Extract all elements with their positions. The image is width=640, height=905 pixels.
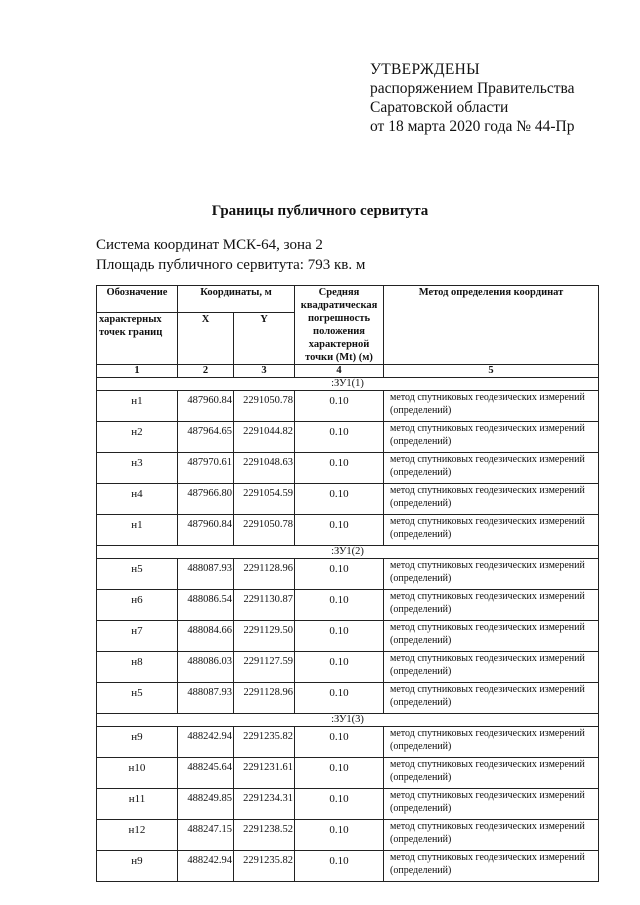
header-designation-line: точек границ — [99, 326, 163, 338]
table-row — [97, 789, 599, 820]
point-name: н10 — [97, 758, 178, 789]
coordinate-y: 2291128.96 — [234, 559, 295, 590]
column-number: 3 — [234, 365, 295, 378]
header-designation-cont — [97, 312, 178, 364]
coordinate-y: 2291235.82 — [234, 851, 295, 882]
point-method: метод спутниковых геодезических измерений (определений) — [384, 515, 599, 546]
coordinate-y: 2291050.78 — [234, 391, 295, 422]
point-error: 0.10 — [295, 683, 384, 714]
point-error: 0.10 — [295, 590, 384, 621]
point-name: н9 — [97, 851, 178, 882]
column-number: 5 — [384, 365, 599, 378]
column-number: 4 — [295, 365, 384, 378]
section-row — [97, 378, 599, 391]
coordinate-system: Система координат МСК-64, зона 2 — [96, 237, 323, 253]
coordinate-y: 2291238.52 — [234, 820, 295, 851]
coordinate-x: 487960.84 — [178, 391, 234, 422]
document-title: Границы публичного сервитута — [211, 203, 429, 219]
approval-region: Саратовской области — [370, 99, 509, 116]
coordinate-x: 488245.64 — [178, 758, 234, 789]
section-row — [97, 714, 599, 727]
point-method: метод спутниковых геодезических измерений (определений) — [384, 590, 599, 621]
approval-heading: УТВЕРЖДЕНЫ — [370, 61, 480, 78]
point-method: метод спутниковых геодезических измерений (определений) — [384, 851, 599, 882]
point-name: н6 — [97, 590, 178, 621]
point-error: 0.10 — [295, 484, 384, 515]
point-method: метод спутниковых геодезических измерений (определений) — [384, 758, 599, 789]
header-designation-line: характерных — [99, 313, 162, 325]
easement-area: Площадь публичного сервитута: 793 кв. м — [96, 256, 366, 273]
approval-authority: распоряжением Правительства — [370, 80, 575, 97]
section-row — [97, 546, 599, 559]
point-name: н3 — [97, 453, 178, 484]
point-error: 0.10 — [295, 727, 384, 758]
point-name: н1 — [97, 515, 178, 546]
point-method: метод спутниковых геодезических измерений (определений) — [384, 820, 599, 851]
table-row — [97, 559, 599, 590]
point-method: метод спутниковых геодезических измерений (определений) — [384, 789, 599, 820]
point-error: 0.10 — [295, 422, 384, 453]
table-row — [97, 683, 599, 714]
point-name: н7 — [97, 621, 178, 652]
coordinate-y: 2291128.96 — [234, 683, 295, 714]
point-method: метод спутниковых геодезических измерений (определений) — [384, 484, 599, 515]
point-error: 0.10 — [295, 559, 384, 590]
table-row — [97, 422, 599, 453]
approval-date: от 18 марта 2020 года № 44-Пр — [370, 118, 575, 135]
header-y: Y — [234, 312, 295, 364]
point-error: 0.10 — [295, 621, 384, 652]
point-name: н11 — [97, 789, 178, 820]
header-coordinates: Координаты, м — [178, 286, 295, 313]
point-name: н4 — [97, 484, 178, 515]
coordinate-x: 488087.93 — [178, 683, 234, 714]
coordinate-y: 2291048.63 — [234, 453, 295, 484]
point-method: метод спутниковых геодезических измерений (определений) — [384, 621, 599, 652]
column-number: 2 — [178, 365, 234, 378]
coordinate-y: 2291235.82 — [234, 727, 295, 758]
coordinate-y: 2291129.50 — [234, 621, 295, 652]
table-row — [97, 851, 599, 882]
coordinate-y: 2291050.78 — [234, 515, 295, 546]
document-meta — [96, 236, 365, 275]
point-error: 0.10 — [295, 391, 384, 422]
table-row — [97, 391, 599, 422]
point-error: 0.10 — [295, 851, 384, 882]
column-number: 1 — [97, 365, 178, 378]
column-number-row — [97, 365, 599, 378]
coordinate-x: 488249.85 — [178, 789, 234, 820]
section-label: :ЗУ1(2) — [97, 546, 599, 559]
coordinates-table — [96, 285, 599, 882]
header-method: Метод определения координат — [384, 286, 599, 365]
point-error: 0.10 — [295, 820, 384, 851]
table-row — [97, 758, 599, 789]
point-name: н9 — [97, 727, 178, 758]
header-error — [295, 286, 384, 365]
point-name: н12 — [97, 820, 178, 851]
coordinate-y: 2291127.59 — [234, 652, 295, 683]
header-error-line: погрешность — [307, 313, 371, 324]
coordinate-y: 2291044.82 — [234, 422, 295, 453]
coordinate-x: 488247.15 — [178, 820, 234, 851]
point-name: н8 — [97, 652, 178, 683]
table-row — [97, 515, 599, 546]
point-method: метод спутниковых геодезических измерений (определений) — [384, 453, 599, 484]
point-error: 0.10 — [295, 789, 384, 820]
header-x: X — [178, 312, 234, 364]
point-error: 0.10 — [295, 652, 384, 683]
header-error-line: положения — [313, 326, 365, 337]
header-error-line: Средняя — [318, 287, 360, 298]
coordinate-x: 488086.54 — [178, 590, 234, 621]
coordinate-x: 487964.65 — [178, 422, 234, 453]
header-designation: Обозначение — [97, 286, 178, 313]
point-method: метод спутниковых геодезических измерений (определений) — [384, 683, 599, 714]
coordinate-y: 2291130.87 — [234, 590, 295, 621]
coordinate-x: 488086.03 — [178, 652, 234, 683]
coordinate-y: 2291054.59 — [234, 484, 295, 515]
table-row — [97, 820, 599, 851]
coordinate-x: 487966.80 — [178, 484, 234, 515]
approval-block — [370, 60, 575, 136]
table-row — [97, 727, 599, 758]
header-error-line: характерной — [308, 339, 370, 350]
table-row — [97, 652, 599, 683]
header-error-line: квадратическая — [300, 300, 378, 311]
point-error: 0.10 — [295, 453, 384, 484]
point-name: н5 — [97, 683, 178, 714]
coordinate-x: 487960.84 — [178, 515, 234, 546]
header-error-line: точки (Mt) (м) — [305, 352, 373, 363]
point-method: метод спутниковых геодезических измерений (определений) — [384, 422, 599, 453]
table-row — [97, 590, 599, 621]
point-method: метод спутниковых геодезических измерений (определений) — [384, 559, 599, 590]
coordinate-x: 488084.66 — [178, 621, 234, 652]
coordinate-y: 2291231.61 — [234, 758, 295, 789]
point-method: метод спутниковых геодезических измерений (определений) — [384, 652, 599, 683]
point-name: н2 — [97, 422, 178, 453]
point-error: 0.10 — [295, 758, 384, 789]
table-row — [97, 484, 599, 515]
point-name: н1 — [97, 391, 178, 422]
table-row — [97, 621, 599, 652]
section-label: :ЗУ1(1) — [97, 378, 599, 391]
coordinate-x: 488087.93 — [178, 559, 234, 590]
coordinate-y: 2291234.31 — [234, 789, 295, 820]
table-row — [97, 453, 599, 484]
coordinate-x: 488242.94 — [178, 851, 234, 882]
table-header-row — [97, 286, 599, 313]
point-name: н5 — [97, 559, 178, 590]
point-method: метод спутниковых геодезических измерений (определений) — [384, 727, 599, 758]
section-label: :ЗУ1(3) — [97, 714, 599, 727]
point-method: метод спутниковых геодезических измерений (определений) — [384, 391, 599, 422]
coordinate-x: 488242.94 — [178, 727, 234, 758]
point-error: 0.10 — [295, 515, 384, 546]
coordinate-x: 487970.61 — [178, 453, 234, 484]
